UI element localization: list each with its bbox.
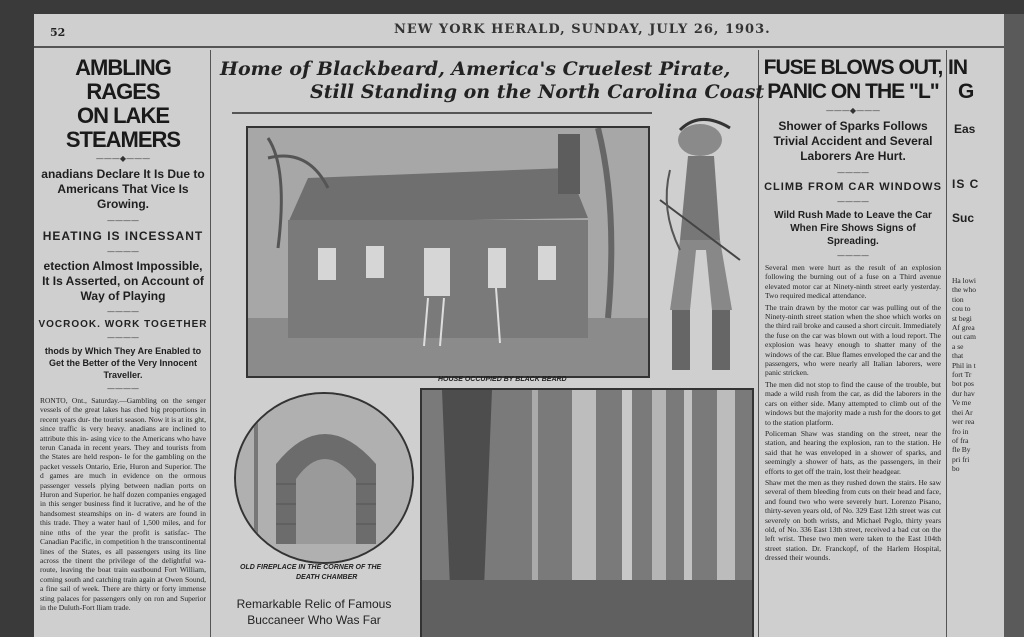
left-column-article [38,52,208,637]
forest-photo [420,388,754,637]
column-divider [210,50,211,637]
divider: ———◆——— [95,154,151,163]
body-paragraph: Policeman Shaw was standing on the street, near the station, and hearing the explosion, ran to the station. He said that he was enveloped in a shower of sparks, and seemingly a shower of hats, as the passengers, in their efforts to get off the train, lost their headgear. [765,428,941,476]
body-paragraph: The train drawn by the motor car was pulling out of the Ninety-ninth street station when the shoe which works on the third rail broke and caused a short circuit. Immediately the fuse on the car was blown out with a loud report. The explosion was heavy enough to shatter many of the windows of the car. Blue flames enveloped the car and the passengers, who were nearly all Italian laborers, were panic stricken. [765,302,941,378]
article-subhead: IS C [952,177,980,191]
fireplace-photo [234,392,414,564]
newspaper-page [34,14,1004,637]
house-caption: HOUSE OCCUPIED BY BLACK BEARD [438,376,567,383]
article-deck: Eas [954,122,976,136]
center-headline [214,58,774,104]
article-deck: Wild Rush Made to Leave the Car When Fire Shows Signs of Spreading. [774,210,932,247]
column-divider [946,50,947,637]
fireplace-caption: DEATH CHAMBER [296,574,358,581]
body-paragraph: The men did not stop to find the cause of the trouble, but made a wild rush from the car, as did the laborers in the cars on either side. Many attempted to climb out of the windows but the majority made a rush for the doors to get to the station platform. [765,379,941,427]
article-deck: Shower of Sparks Follows Trivial Accident and Several Laborers Are Hurt. [773,119,933,163]
subhead-line: Remarkable Relic of Famous [236,597,392,611]
subhead-line: Buccaneer Who Was Far [247,613,381,627]
headline-line: Home of Blackbeard, America's Cruelest Pirate, [220,58,731,80]
article-headline: FUSE BLOWS OUT, [763,56,943,79]
article-headline: ON LAKE STEAMERS [65,103,181,152]
fireplace-caption: OLD FIREPLACE IN THE CORNER OF THE [240,564,382,571]
article-headline: G [958,80,974,103]
article-body: Ha lowi the who tion cou to st begi Af grea out cam a se that Phil in t fort Tr bot pos dur hav Ve me thei Ar wer rea fro in of fra fle By pri fri bo [952,276,976,474]
masthead-rule [34,46,1004,48]
article-headline: AMBLING RAGES [75,55,171,104]
divider: ———— [107,333,139,342]
far-right-column-fragment [948,52,1004,637]
house-photo [246,126,650,378]
article-headline: PANIC ON THE "L" [767,80,939,103]
right-column-article [762,52,944,637]
column-divider [758,50,759,637]
body-paragraph: Several men were hurt as the result of an explosion following the burning out of a fuse on a Third avenue elevated motor car at Ninety-ninth street early yesterday. Two required medical attendance. [765,263,941,301]
divider: ———— [837,251,869,260]
article-deck: etection Almost Impossible, It Is Asserted, on Account of Way of Playing [42,259,204,303]
divider: ———— [107,307,139,316]
divider: ———— [107,216,139,225]
article-deck: thods by Which They Are Enabled to Get the Better of the Very Innocent Traveller. [44,346,202,380]
divider: ———— [837,168,869,177]
article-subhead: HEATING IS INCESSANT [42,229,204,243]
article-subhead: CLIMB FROM CAR WINDOWS [764,181,942,193]
pirate-illustration [650,110,750,392]
page-number: 52 [50,26,66,39]
house-illustration [248,128,648,376]
frame-line [232,112,652,114]
headline-line: Still Standing on the North Carolina Coast [310,81,765,103]
divider: ———— [107,384,139,393]
article-subhead: VOCROOK. WORK TOGETHER [38,319,208,330]
body-paragraph: Shaw met the men as they rushed down the stairs. He saw several of them bleeding from cuts on their head and face, and found two who were severely hurt. Lorenzo Pisano, thirty-seven years old, of No. 329 East 12th street was cut severely on both wrists, and Michael Peglo, thirty years old, of No. 336 East 13th street, received a bad cut on the left wrist. These two men were taken to the East 104th street station. Dr. Franckopf, of the Harlem Hospital, dressed their wounds. [765,477,941,563]
article-deck: anadians Declare It Is Due to Americans That Vice Is Growing. [41,167,205,211]
divider: ———◆——— [825,106,881,115]
article-deck: Suc [952,211,975,225]
newspaper-title: NEW YORK HERALD, SUNDAY, JULY 26, 1903. [394,22,771,37]
article-body [765,263,941,563]
article-subhead [214,596,414,628]
divider: ———— [107,247,139,256]
article-body: RONTO, Ont., Saturday.—Gambling on the senger vessels of the great lakes has ched big proportions in recent years dur- the tourist season. Now it is at its ght, since traffic is very heavy. anadians are inclined to attribute this in- asing vice to the Americans who have terun Canada in recent years. They and tourists from the States are held respon- le for the gambling on the packet vessels Ontario, Erie, Huron and Superior. The d games are much in evidence on the ormous passenger vessels plying between nadian ports on Huron and Superior. he half dozen companies engaged in this senger business find it lucrative, and he of the handsomest steamships on in- d waters are found in this trade. They a water haul of 1,500 miles, and for nine nths of the year the profit is satisfac- The Canadian Pacific, in competition h the transcontinental lines of the States, es all passengers using its line across the tinent the privilege of the delightful wa- route, leaving the boat train eastbound Fort William, coming south and catching train again at Owen Sound, a fine sail of week. There are thirty or forty immense sting palaces for passengers only on ron and Superior in the Duluth-Fort lliam trade. [40,396,206,612]
masthead [34,14,1004,50]
divider: ———— [837,197,869,206]
article-headline: IN [948,56,967,79]
